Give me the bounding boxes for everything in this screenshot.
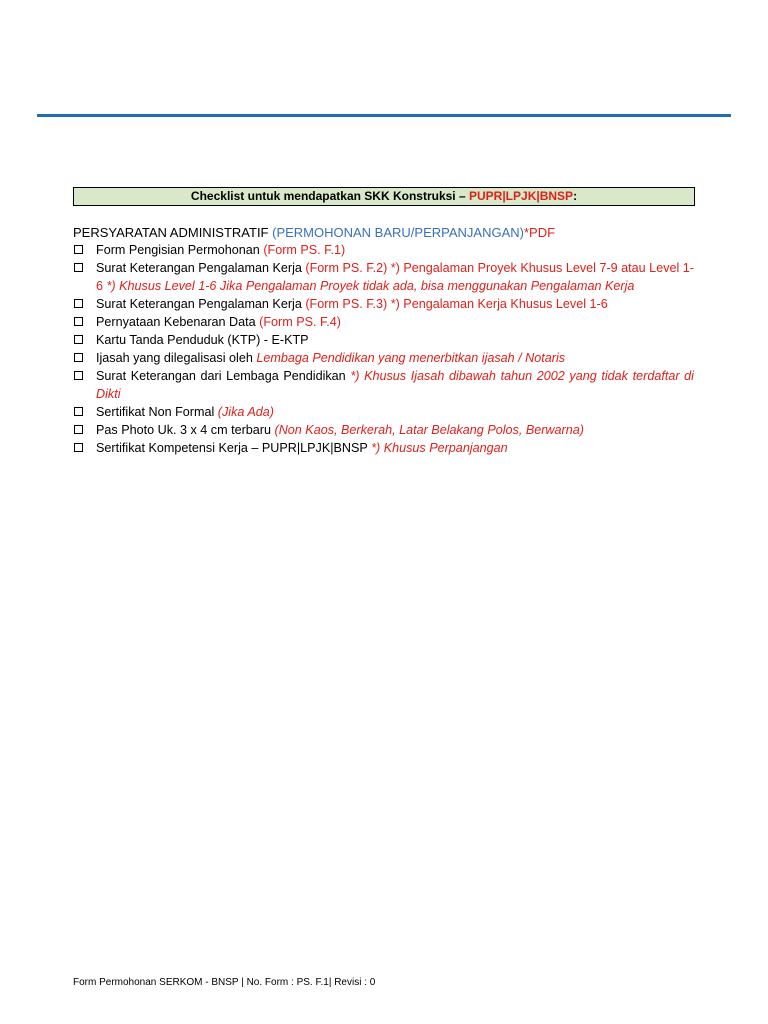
item-note: *) Khusus Perpanjangan: [371, 441, 508, 455]
checklist-item: [73, 403, 694, 421]
item-text: Sertifikat Non Formal: [96, 405, 218, 419]
checklist-item: [73, 367, 694, 403]
item-text: Kartu Tanda Penduduk (KTP) - E-KTP: [96, 333, 309, 347]
item-note: Lembaga Pendidikan yang menerbitkan ijasah / Notaris: [256, 351, 566, 365]
header-rule: [37, 114, 731, 117]
checklist-item: [73, 421, 694, 439]
page-footer: Form Permohonan SERKOM - BNSP | No. Form : PS. F.1| Revisi : 0: [73, 977, 376, 988]
item-text: Surat Keterangan dari Lembaga Pendidikan: [96, 369, 351, 383]
item-note: *) Khusus Ijasah dibawah tahun 2002 yang tidak terdaftar di Dikti: [96, 369, 694, 401]
checklist-item: [73, 313, 694, 331]
checklist-item: [73, 439, 694, 457]
item-text: Pas Photo Uk. 3 x 4 cm terbaru: [96, 423, 275, 437]
checklist-item: [73, 331, 694, 349]
checklist-item: [73, 241, 694, 259]
checkbox-icon[interactable]: [74, 299, 83, 308]
item-form-ref: (Form PS. F.1): [263, 243, 346, 257]
item-form-ref: (Form PS. F.2) *) Pengalaman Proyek Khusus Level 7-9 atau Level 1-6: [96, 261, 694, 293]
item-note: (Non Kaos, Berkerah, Latar Belakang Polos, Berwarna): [274, 423, 584, 437]
item-form-ref: (Form PS. F.3) *) Pengalaman Kerja Khusus Level 1-6: [305, 297, 608, 311]
item-text: Surat Keterangan Pengalaman Kerja: [96, 261, 306, 275]
checklist-title-end: :: [573, 189, 578, 203]
checkbox-icon[interactable]: [74, 335, 83, 344]
checkbox-icon[interactable]: [74, 263, 83, 272]
checklist-title: Checklist untuk mendapatkan SKK Konstruksi –: [190, 189, 469, 203]
checkbox-icon[interactable]: [74, 443, 83, 452]
section-label-suffix: *PDF: [523, 225, 556, 240]
item-note: (Jika Ada): [217, 405, 275, 419]
section-label: PERSYARATAN ADMINISTRATIF: [73, 225, 273, 240]
section-label-sub: (PERMOHONAN BARU/PERPANJANGAN): [272, 225, 524, 240]
item-note: *) Khusus Level 1-6 Jika Pengalaman Proyek tidak ada, bisa menggunakan Pengalaman Kerja: [106, 279, 635, 293]
checkbox-icon[interactable]: [74, 353, 83, 362]
checklist-title-highlight: PUPR|LPJK|BNSP: [468, 189, 574, 203]
item-text: Sertifikat Kompetensi Kerja – PUPR|LPJK|BNSP: [96, 441, 372, 455]
checklist-title-box: [73, 187, 695, 206]
checkbox-icon[interactable]: [74, 245, 83, 254]
item-form-ref: (Form PS. F.4): [259, 315, 342, 329]
checkbox-icon[interactable]: [74, 317, 83, 326]
item-text: Form Pengisian Permohonan: [96, 243, 264, 257]
requirements-checklist: [73, 241, 694, 457]
section-heading: [73, 224, 555, 241]
checkbox-icon[interactable]: [74, 407, 83, 416]
checklist-item: [73, 259, 694, 295]
checkbox-icon[interactable]: [74, 425, 83, 434]
checklist-item: [73, 295, 694, 313]
item-text: Surat Keterangan Pengalaman Kerja: [96, 297, 306, 311]
checklist-item: [73, 349, 694, 367]
item-text: Ijasah yang dilegalisasi oleh: [96, 351, 257, 365]
item-text: Pernyataan Kebenaran Data: [96, 315, 260, 329]
checkbox-icon[interactable]: [74, 371, 83, 380]
